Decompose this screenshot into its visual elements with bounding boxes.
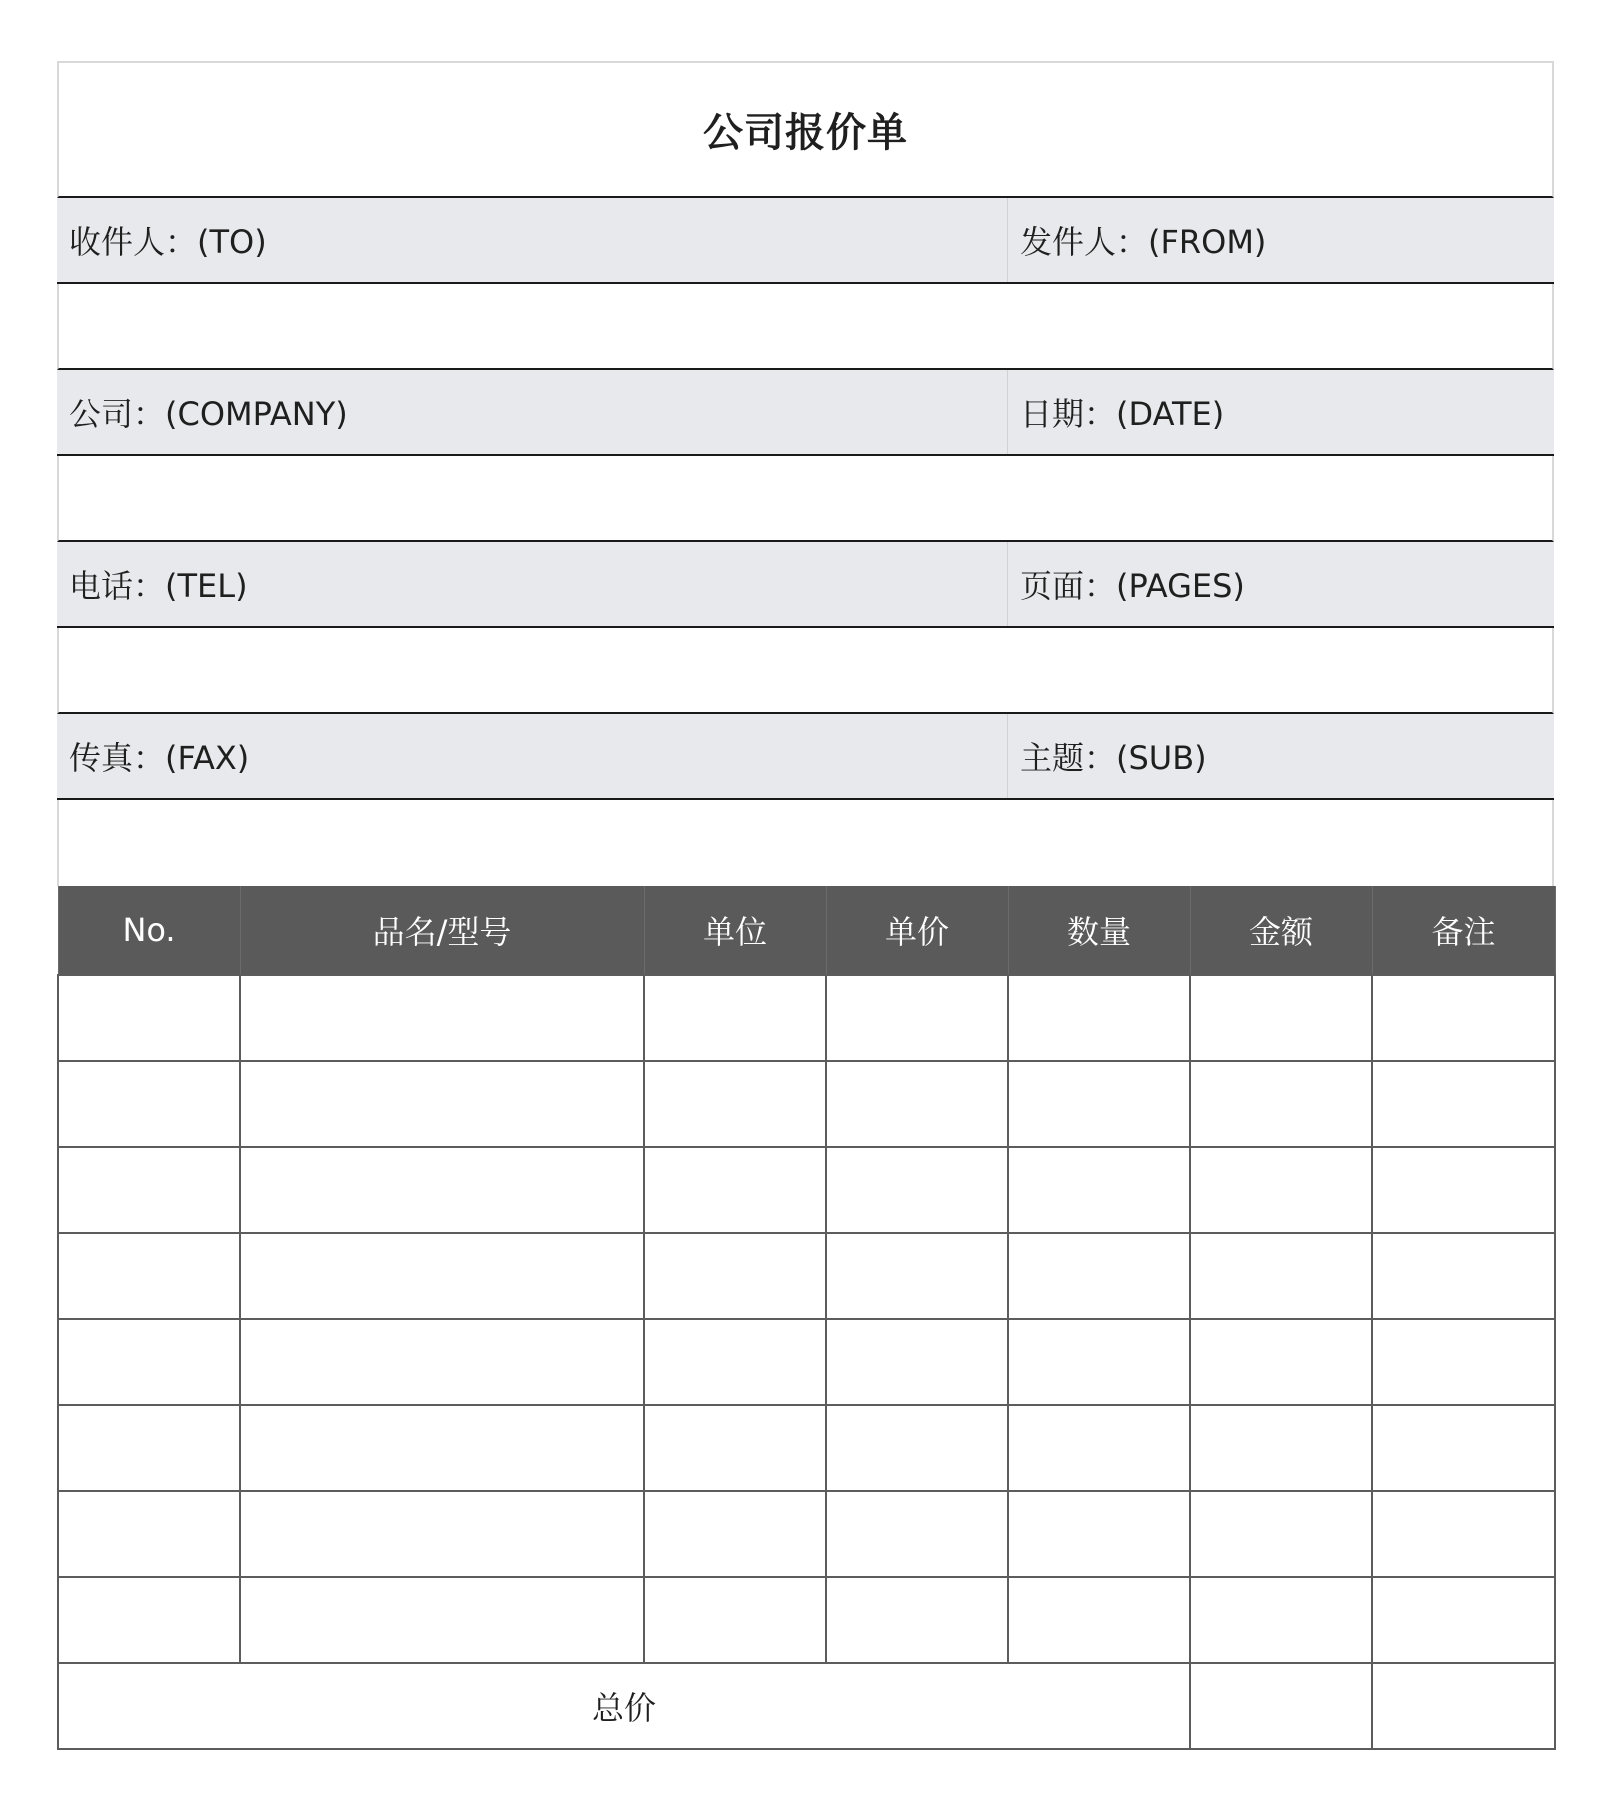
info-row-to-from <box>57 198 1554 284</box>
table-cell[interactable] <box>1372 1491 1555 1577</box>
table-cell[interactable] <box>1372 975 1555 1061</box>
table-cell[interactable] <box>1190 1405 1372 1491</box>
table-cell[interactable] <box>826 1491 1008 1577</box>
info-row-company-date <box>57 370 1554 456</box>
pages-label: 页面：(PAGES) <box>1020 567 1245 605</box>
table-cell[interactable] <box>1372 1319 1555 1405</box>
table-cell[interactable] <box>1372 1577 1555 1663</box>
header-unit-price: 单价 <box>826 886 1008 975</box>
table-row <box>58 1577 1555 1663</box>
table-cell[interactable] <box>1008 1061 1190 1147</box>
table-cell[interactable] <box>58 1061 240 1147</box>
table-row <box>58 1233 1555 1319</box>
table-cell[interactable] <box>240 1319 644 1405</box>
table-cell[interactable] <box>1008 1405 1190 1491</box>
header-amount: 金额 <box>1190 886 1372 975</box>
table-cell[interactable] <box>644 1405 826 1491</box>
table-header-row <box>58 886 1555 975</box>
table-cell[interactable] <box>1008 1233 1190 1319</box>
table-cell[interactable] <box>58 1147 240 1233</box>
date-label: 日期：(DATE) <box>1020 395 1225 433</box>
table-cell[interactable] <box>644 1491 826 1577</box>
table-cell[interactable] <box>240 1577 644 1663</box>
table-cell[interactable] <box>240 1233 644 1319</box>
table-cell[interactable] <box>1190 975 1372 1061</box>
total-amount-cell[interactable] <box>1190 1663 1372 1749</box>
table-cell[interactable] <box>1190 1577 1372 1663</box>
table-cell[interactable] <box>826 1319 1008 1405</box>
table-cell[interactable] <box>1190 1491 1372 1577</box>
table-cell[interactable] <box>240 1061 644 1147</box>
table-cell[interactable] <box>58 1405 240 1491</box>
company-label: 公司：(COMPANY) <box>57 370 1008 454</box>
total-row <box>58 1663 1555 1749</box>
table-cell[interactable] <box>1372 1405 1555 1491</box>
header-no: No. <box>58 886 240 975</box>
header-quantity: 数量 <box>1008 886 1190 975</box>
table-cell[interactable] <box>240 1491 644 1577</box>
table-cell[interactable] <box>644 975 826 1061</box>
table-cell[interactable] <box>644 1319 826 1405</box>
table-cell[interactable] <box>1008 975 1190 1061</box>
table-cell[interactable] <box>644 1147 826 1233</box>
table-cell[interactable] <box>826 975 1008 1061</box>
fax-sub-input-row[interactable] <box>57 800 1554 886</box>
tel-label: 电话：(TEL) <box>57 542 1008 626</box>
table-cell[interactable] <box>1008 1147 1190 1233</box>
table-cell[interactable] <box>1190 1061 1372 1147</box>
table-row <box>58 1405 1555 1491</box>
to-from-input-row[interactable] <box>57 284 1554 370</box>
to-label: 收件人：(TO) <box>57 198 1008 282</box>
table-cell[interactable] <box>58 1577 240 1663</box>
table-cell[interactable] <box>1190 1233 1372 1319</box>
page-title: 公司报价单 <box>57 63 1554 198</box>
table-cell[interactable] <box>1372 1061 1555 1147</box>
table-cell[interactable] <box>58 975 240 1061</box>
table-cell[interactable] <box>644 1233 826 1319</box>
header-remarks: 备注 <box>1372 886 1555 975</box>
quotation-sheet <box>57 61 1554 1750</box>
table-row <box>58 1061 1555 1147</box>
table-cell[interactable] <box>826 1233 1008 1319</box>
table-cell[interactable] <box>58 1319 240 1405</box>
table-row <box>58 1319 1555 1405</box>
info-row-fax-sub <box>57 714 1554 800</box>
table-cell[interactable] <box>826 1061 1008 1147</box>
table-row <box>58 1147 1555 1233</box>
table-cell[interactable] <box>826 1577 1008 1663</box>
table-cell[interactable] <box>1372 1147 1555 1233</box>
table-cell[interactable] <box>240 1405 644 1491</box>
table-cell[interactable] <box>240 1147 644 1233</box>
table-cell[interactable] <box>1190 1147 1372 1233</box>
table-cell[interactable] <box>644 1061 826 1147</box>
total-remarks-cell[interactable] <box>1372 1663 1555 1749</box>
tel-pages-input-row[interactable] <box>57 628 1554 714</box>
table-cell[interactable] <box>1008 1491 1190 1577</box>
from-label: 发件人：(FROM) <box>1020 223 1267 261</box>
total-label: 总价 <box>58 1663 1190 1749</box>
table-cell[interactable] <box>58 1233 240 1319</box>
table-cell[interactable] <box>1190 1319 1372 1405</box>
item-rows <box>58 975 1555 1663</box>
table-cell[interactable] <box>1372 1233 1555 1319</box>
info-row-tel-pages <box>57 542 1554 628</box>
table-cell[interactable] <box>58 1491 240 1577</box>
company-date-input-row[interactable] <box>57 456 1554 542</box>
table-row <box>58 975 1555 1061</box>
table-cell[interactable] <box>826 1147 1008 1233</box>
table-cell[interactable] <box>1008 1577 1190 1663</box>
table-row <box>58 1491 1555 1577</box>
header-product-model: 品名/型号 <box>240 886 644 975</box>
table-cell[interactable] <box>644 1577 826 1663</box>
table-cell[interactable] <box>826 1405 1008 1491</box>
table-cell[interactable] <box>240 975 644 1061</box>
header-unit: 单位 <box>644 886 826 975</box>
table-cell[interactable] <box>1008 1319 1190 1405</box>
subject-label: 主题：(SUB) <box>1020 739 1207 777</box>
fax-label: 传真：(FAX) <box>57 714 1008 798</box>
items-table <box>57 886 1556 1750</box>
